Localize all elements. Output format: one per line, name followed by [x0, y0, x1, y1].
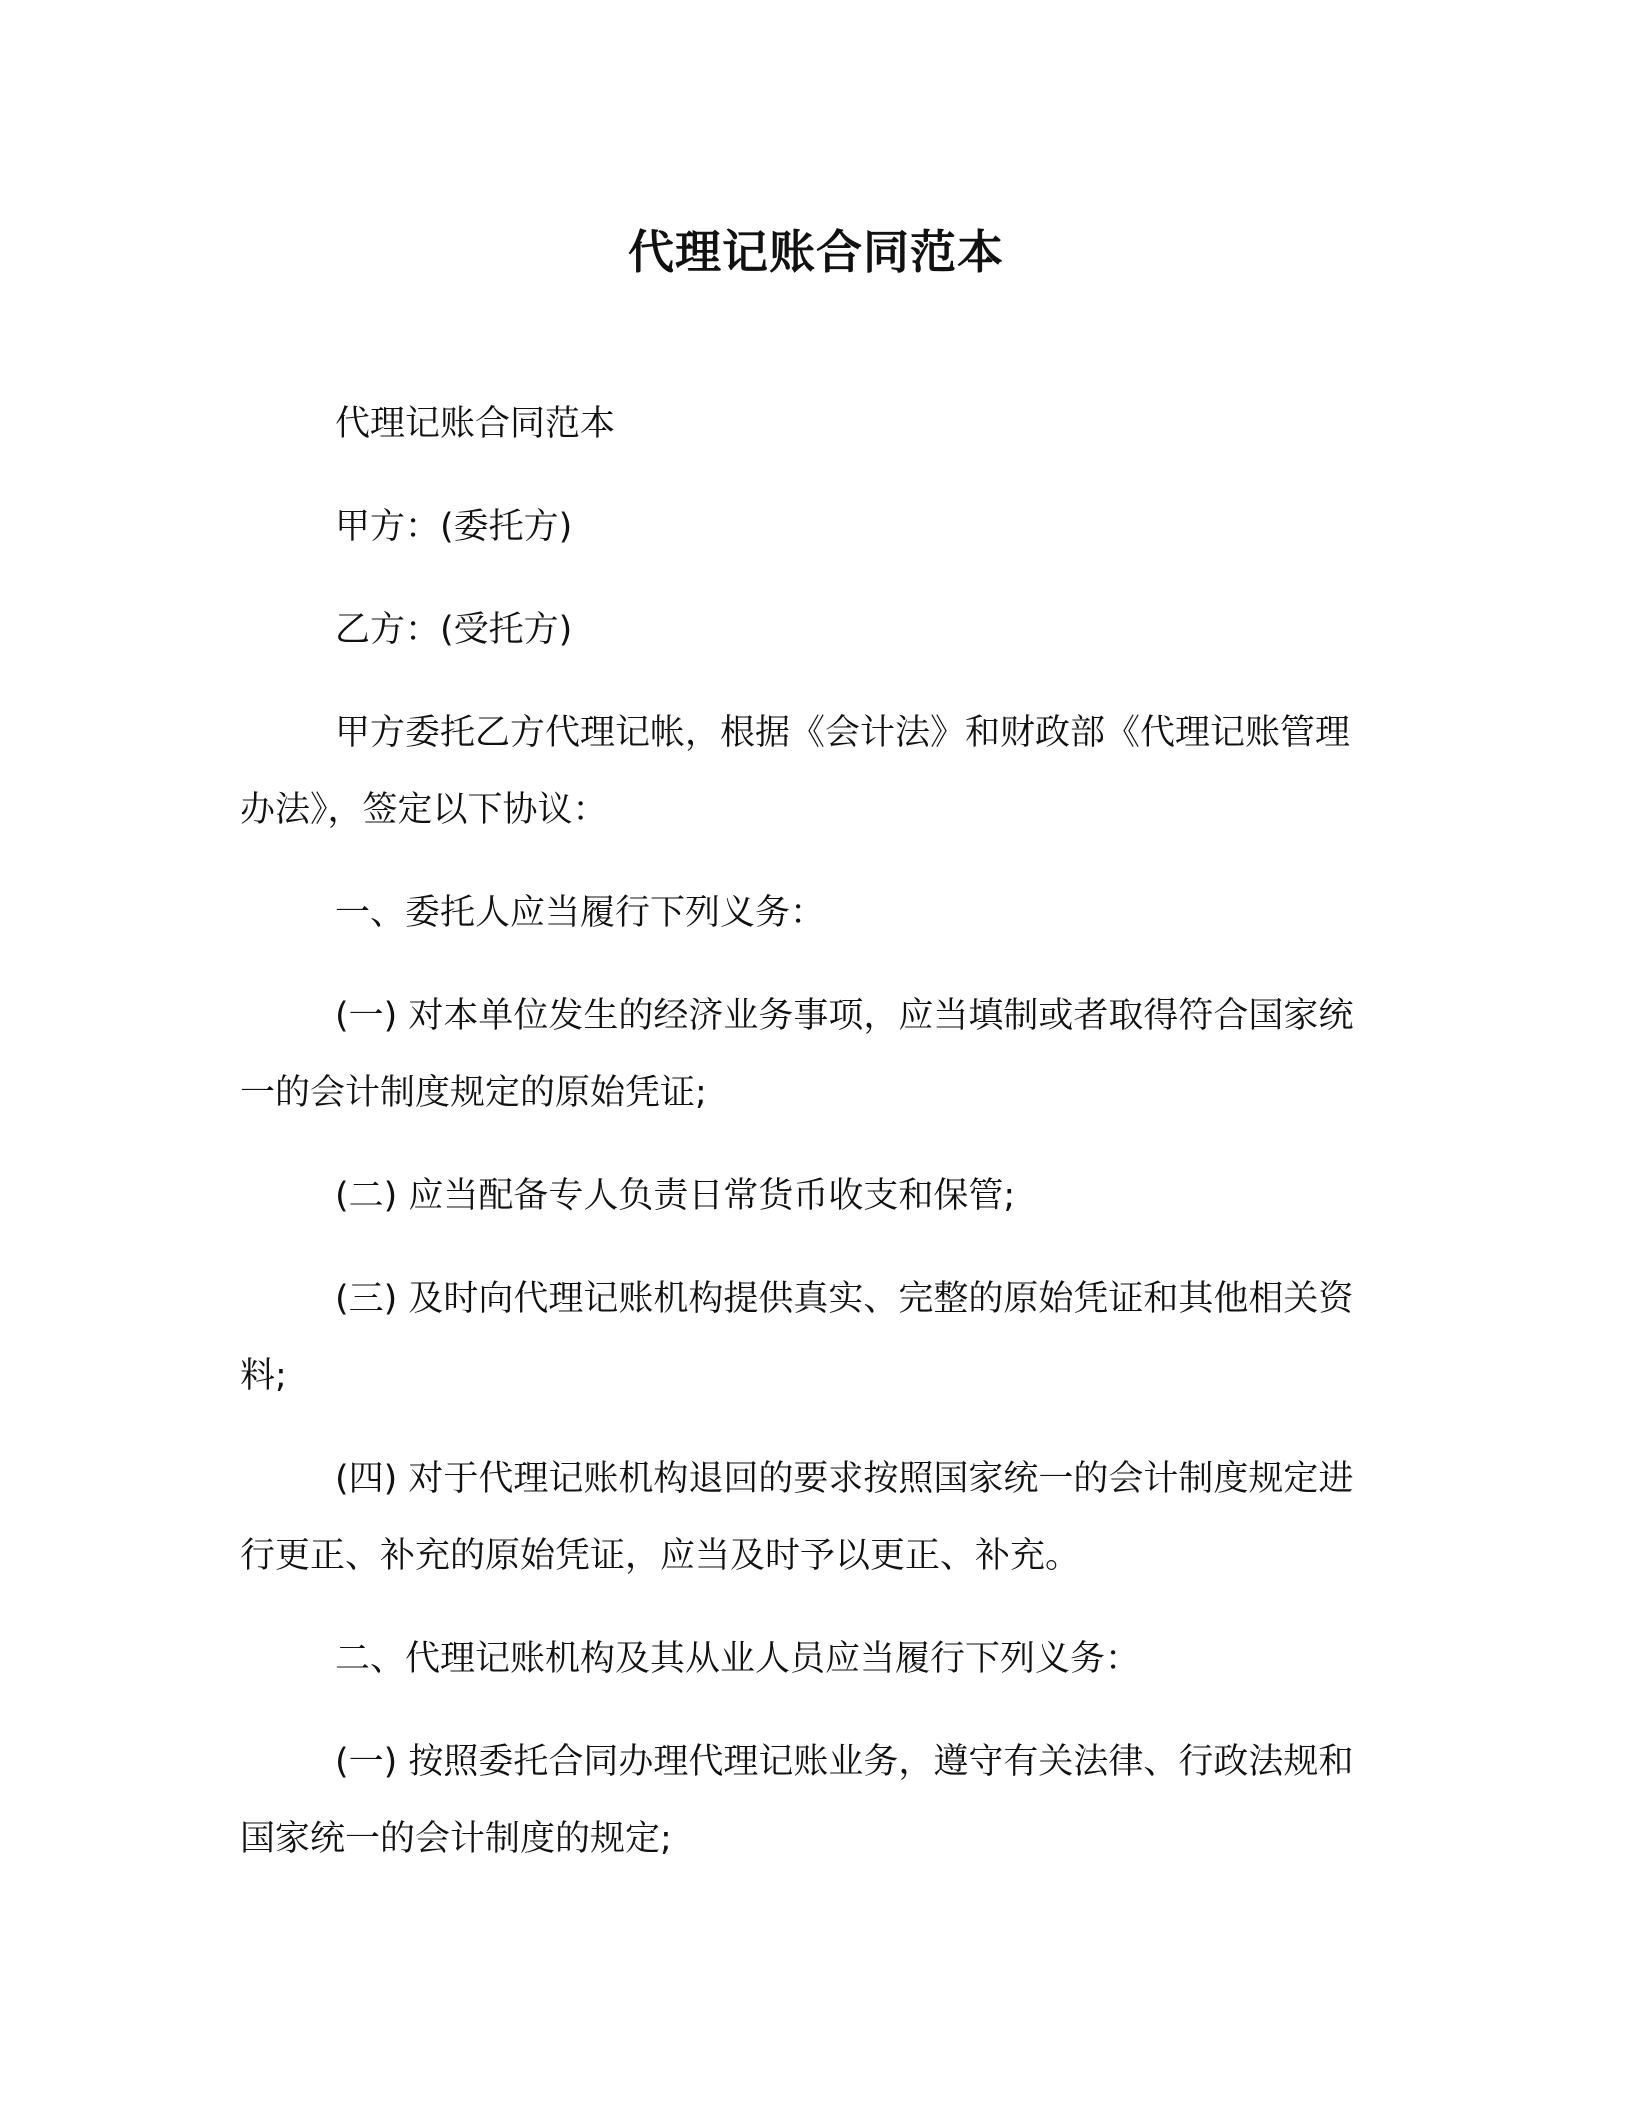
- paragraph-subtitle: 代理记账合同范本: [335, 404, 616, 444]
- paragraph-section-2-heading: 二、代理记账机构及其从业人员应当履行下列义务：: [335, 1639, 1141, 1679]
- paragraph-preamble: 甲方委托乙方代理记帐，根据《会计法》和财政部《代理记账管理办法》，签定以下协议：: [240, 713, 1351, 830]
- paragraph-party-a: 甲方：(委托方): [335, 507, 573, 547]
- document-title: 代理记账合同范本: [628, 225, 1004, 279]
- paragraph-section-2-item-1: (一) 按照委托合同办理代理记账业务，遵守有关法律、行政法规和国家统一的会计制度的规定;: [240, 1742, 1354, 1859]
- paragraph-section-1-heading: 一、委托人应当履行下列义务：: [335, 893, 826, 933]
- paragraph-section-1-item-1: (一) 对本单位发生的经济业务事项，应当填制或者取得符合国家统一的会计制度规定的原始凭证;: [240, 996, 1354, 1113]
- paragraph-section-1-item-3: (三) 及时向代理记账机构提供真实、完整的原始凭证和其他相关资料;: [240, 1279, 1354, 1396]
- paragraph-section-1-item-2: (二) 应当配备专人负责日常货币收支和保管;: [335, 1176, 1016, 1216]
- paragraph-party-b: 乙方：(受托方): [335, 610, 573, 650]
- paragraph-section-1-item-4: (四) 对于代理记账机构退回的要求按照国家统一的会计制度规定进行更正、补充的原始凭证，应当及时予以更正、补充。: [240, 1459, 1354, 1576]
